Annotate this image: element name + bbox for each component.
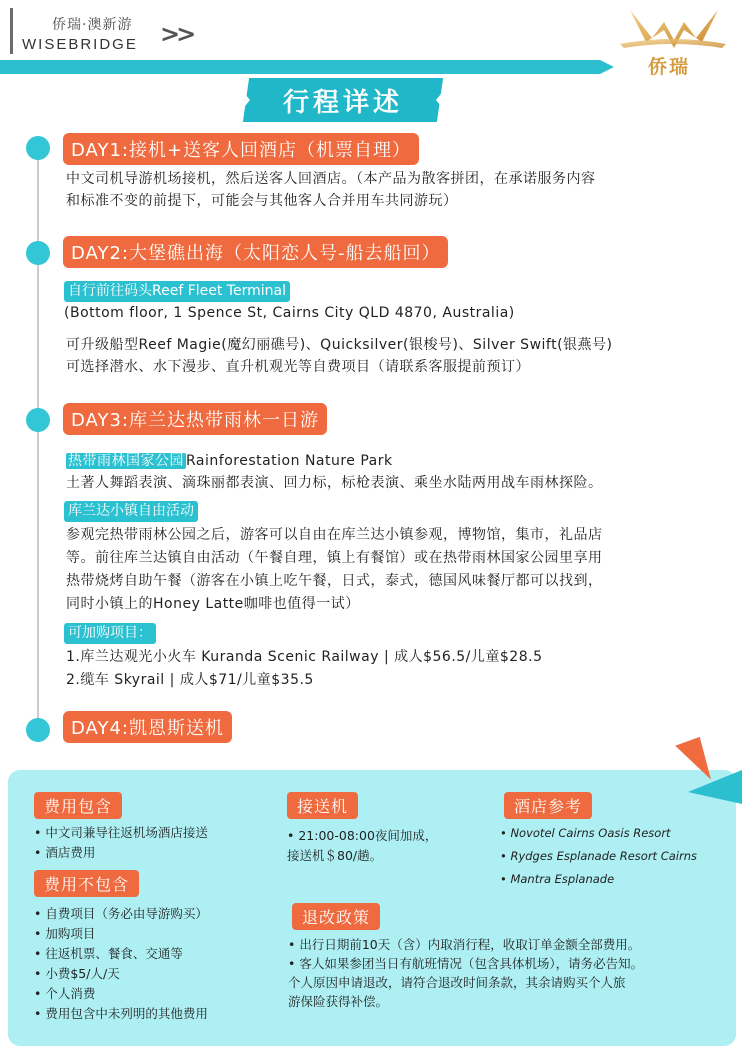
logo-text: 侨瑞 — [648, 56, 691, 78]
refund-line2: • 客人如果参团当日有航班情况（包含具体机场），请务必告知。 — [288, 956, 644, 971]
excluded-item: • 个人消费 — [34, 984, 208, 1004]
timeline-line — [37, 147, 39, 731]
brand-chinese-name: 侨瑞·澳新游 — [52, 17, 133, 33]
day1-text-line2: 和标准不变的前提下，可能会与其他客人合并用车共同游玩） — [66, 193, 458, 209]
timeline-dot-day2 — [26, 241, 50, 265]
refund-line4: 游保险获得补偿。 — [288, 994, 389, 1009]
day3-park-activities: 土著人舞蹈表演、滴珠丽都表演、回力标，标枪表演、乘坐水陆两用战车雨林探险。 — [66, 475, 603, 491]
day1-text-line1: 中文司机导游机场接机，然后送客人回酒店。（本产品为散客拼团，在承诺服务内容 — [66, 171, 596, 187]
day1-title: DAY1:接机+送客人回酒店（机票自理） — [63, 133, 419, 165]
day2-title: DAY2:大堡礁出海（太阳恋人号-船去船回） — [63, 236, 448, 268]
included-list — [34, 823, 208, 863]
excluded-item: • 小费$5/人/天 — [34, 964, 208, 984]
day2-text-line1: 可升级船型Reef Magie(魔幻丽礁号)、Quicksilver(银梭号)、Silver Swift(银燕号) — [66, 337, 613, 353]
day3-park-name: Rainforestation Nature Park — [186, 453, 393, 469]
day3-addon-label: 可加购项目： — [64, 623, 156, 644]
hotel-item: • Mantra Esplanade — [500, 868, 697, 891]
day3-addon-line2: 2.缆车 Skyrail | 成人$71/儿童$35.5 — [66, 672, 314, 688]
day3-town-line2: 等。前往库兰达镇自由活动（午餐自理，镇上有餐馆）或在热带雨林国家公园里享用 — [66, 550, 603, 566]
transfer-title: 接送机 — [287, 792, 358, 819]
excluded-item: • 加购项目 — [34, 924, 208, 944]
day4-title: DAY4:凯恩斯送机 — [63, 711, 232, 743]
refund-line1: • 出行日期前10天（含）内取消行程，收取订单金额全部费用。 — [288, 937, 641, 952]
transfer-line2: 接送机＄80/趟。 — [287, 848, 383, 863]
included-title: 费用包含 — [34, 792, 122, 819]
day2-address: (Bottom floor, 1 Spence St, Cairns City QLD 4870, Australia) — [64, 305, 515, 321]
chevron-right-icon: >> — [160, 20, 193, 48]
included-item: • 中文司兼导往返机场酒店接送 — [34, 823, 208, 843]
day3-town-line3: 热带烧烤自助午餐（游客在小镇上吃午餐，日式，泰式，德国风味餐厅都可以找到， — [66, 573, 603, 589]
header-accent-strip — [0, 60, 600, 74]
refund-policy-title: 退改政策 — [292, 903, 380, 930]
excluded-item: • 自费项目（务必由导游购买） — [34, 904, 208, 924]
day2-text-line2: 可选择潜水、水下漫步、直升机观光等自费项目（请联系客服提前预订） — [66, 359, 530, 375]
included-item: • 酒店费用 — [34, 843, 208, 863]
transfer-line1: • 21:00-08:00夜间加成， — [287, 828, 438, 843]
page-title: 行程详述 — [282, 88, 403, 118]
day3-title: DAY3:库兰达热带雨林一日游 — [63, 403, 327, 435]
timeline-dot-day3 — [26, 408, 50, 432]
refund-line3: 个人原因申请退改，请符合退改时间条款，其余请购买个人旅 — [288, 975, 626, 990]
timeline-dot-day4 — [26, 718, 50, 742]
hotel-item: • Rydges Esplanade Resort Cairns — [500, 845, 697, 868]
day3-town-line4: 同时小镇上的Honey Latte咖啡也值得一试） — [66, 596, 360, 612]
day3-park-line — [66, 450, 393, 472]
excluded-list — [34, 904, 208, 1024]
excluded-item: • 费用包含中未列明的其他费用 — [34, 1004, 208, 1024]
day2-pier-label: 自行前往码头Reef Fleet Terminal — [64, 281, 290, 302]
day3-addon-line1: 1.库兰达观光小火车 Kuranda Scenic Railway | 成人$56.5/儿童$28.5 — [66, 649, 543, 665]
hotel-item: • Novotel Cairns Oasis Resort — [500, 822, 697, 845]
day3-park-label: 热带雨林国家公园 — [68, 453, 184, 469]
brand-english-name: WISEBRIDGE — [22, 36, 138, 53]
hotel-title: 酒店参考 — [504, 792, 592, 819]
decorative-triangle-teal — [688, 770, 742, 804]
timeline-dot-day1 — [26, 136, 50, 160]
day3-town-label: 库兰达小镇自由活动 — [64, 501, 198, 522]
page-title-banner — [236, 74, 450, 124]
header-accent-strip-tip — [600, 60, 614, 74]
brand-divider — [10, 8, 13, 54]
hotel-list — [500, 822, 697, 891]
excluded-item: • 往返机票、餐食、交通等 — [34, 944, 208, 964]
day3-town-line1: 参观完热带雨林公园之后，游客可以自由在库兰达小镇参观，博物馆，集市，礼品店 — [66, 527, 603, 543]
excluded-title: 费用不包含 — [34, 870, 139, 897]
